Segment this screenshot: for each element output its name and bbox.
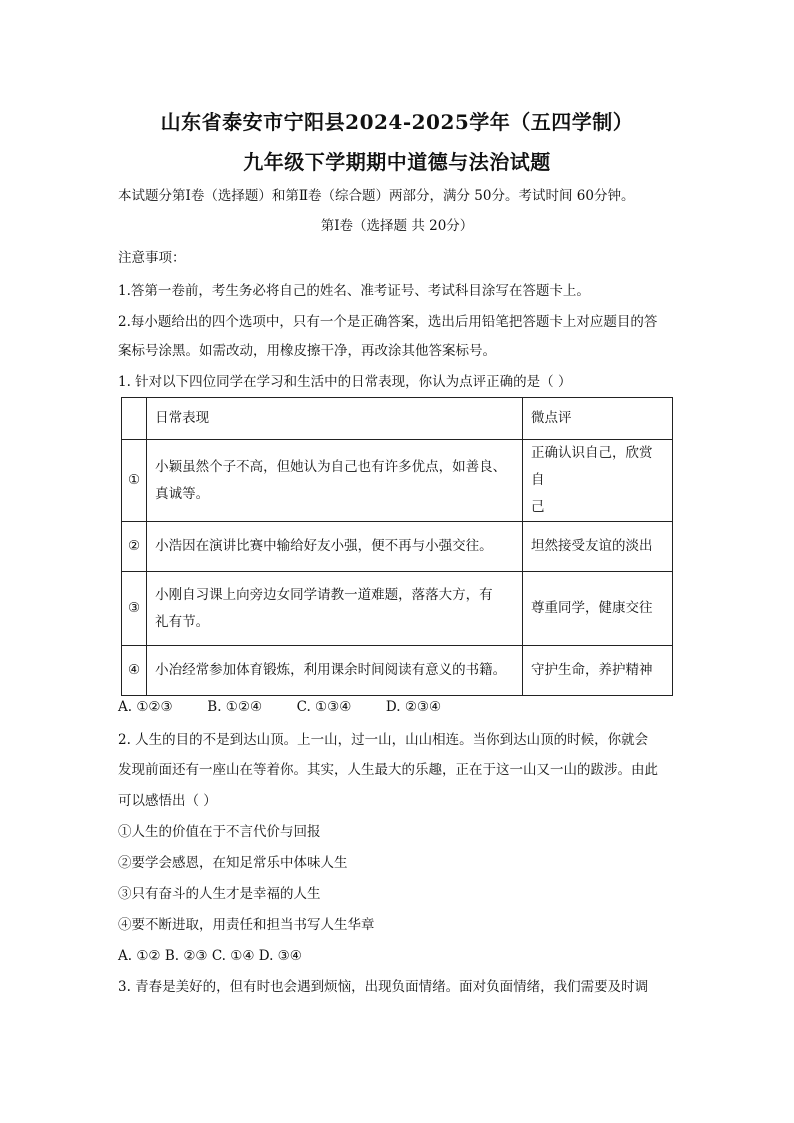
exam-title-line1: 山东省泰安市宁阳县2024-2025学年（五四学制）	[160, 110, 634, 134]
row-comment	[523, 440, 673, 522]
question-3-stem-line1: 3. 青春是美好的，但有时也会遇到烦恼，出现负面情绪。面对负面情绪，我们需要及时调	[118, 979, 649, 995]
row-comment: 坦然接受友谊的淡出	[523, 522, 673, 572]
option-c: C. ①③④	[296, 699, 352, 715]
question-1-options	[118, 697, 678, 717]
notice-item-1: 1.答第一卷前，考生务必将自己的姓名、准考证号、考试科目涂写在答题卡上。	[118, 283, 590, 299]
row-comment: 守护生命，养护精神	[523, 646, 673, 696]
row-behavior-line: 小刚自习课上向旁边女同学请教一道难题，落落大方，有	[155, 586, 493, 603]
row-behavior-line: 小颖虽然个子不高，但她认为自己也有许多优点，如善良、	[155, 458, 507, 475]
row-comment-line: 正确认识自己，欣赏自	[531, 445, 653, 488]
row-number: ④	[122, 646, 147, 696]
table-header-comment: 微点评	[523, 398, 673, 440]
question-1-stem: 1. 针对以下四位同学在学习和生活中的日常表现，你认为点评正确的是（ ）	[118, 374, 572, 390]
question-2-item-1: ①人生的价值在于不言代价与回报	[118, 824, 321, 840]
question-2-item-2: ②要学会感恩，在知足常乐中体味人生	[118, 855, 348, 871]
exam-intro: 本试题分第Ⅰ卷（选择题）和第Ⅱ卷（综合题）两部分，满分 50分。考试时间 60分钟。	[118, 188, 635, 204]
row-behavior	[147, 572, 523, 646]
option-b: B. ①②④	[207, 699, 263, 715]
row-number: ②	[122, 522, 147, 572]
exam-title-line2: 九年级下学期期中道德与法治试题	[243, 150, 551, 174]
table-row	[122, 522, 673, 572]
question-1-table	[121, 397, 673, 696]
option-d: D. ②③④	[385, 699, 442, 715]
row-behavior-line: 真诚等。	[155, 485, 210, 502]
question-2-options: A. ①② B. ②③ C. ①④ D. ③④	[118, 948, 302, 964]
row-comment-line: 己	[531, 499, 545, 515]
row-number: ③	[122, 572, 147, 646]
row-behavior-line: 礼有节。	[155, 613, 210, 630]
question-2-stem-line1: 2. 人生的目的不是到达山顶。上一山，过一山，山山相连。当你到达山顶的时候，你就会	[118, 732, 649, 748]
question-2-stem-line3: 可以感悟出（ ）	[118, 793, 217, 809]
table-header-num	[122, 398, 147, 440]
table-header-row	[122, 398, 673, 440]
notice-item-2-line1: 2.每小题给出的四个选项中，只有一个是正确答案，选出后用铅笔把答题卡上对应题目的答	[118, 314, 658, 330]
table-row	[122, 572, 673, 646]
row-behavior	[147, 440, 523, 522]
row-behavior: 小冶经常参加体育锻炼，利用课余时间阅读有意义的书籍。	[147, 646, 523, 696]
table-row	[122, 646, 673, 696]
table-row	[122, 440, 673, 522]
notice-item-2-line2: 案标号涂黑。如需改动，用橡皮擦干净，再改涂其他答案标号。	[118, 343, 496, 359]
question-2-item-4: ④要不断进取，用责任和担当书写人生华章	[118, 917, 375, 933]
row-number: ①	[122, 440, 147, 522]
row-comment: 尊重同学，健康交往	[523, 572, 673, 646]
question-2-item-3: ③只有奋斗的人生才是幸福的人生	[118, 886, 321, 902]
section-title: 第Ⅰ卷（选择题 共 20分）	[320, 218, 474, 234]
notice-heading: 注意事项：	[118, 250, 186, 266]
table-header-behavior: 日常表现	[147, 398, 523, 440]
question-2-stem-line2: 发现前面还有一座山在等着你。其实，人生最大的乐趣，正在于这一山又一山的跋涉。由此	[118, 762, 658, 778]
option-a: A. ①②③	[118, 699, 173, 715]
row-behavior: 小浩因在演讲比赛中输给好友小强，便不再与小强交往。	[147, 522, 523, 572]
